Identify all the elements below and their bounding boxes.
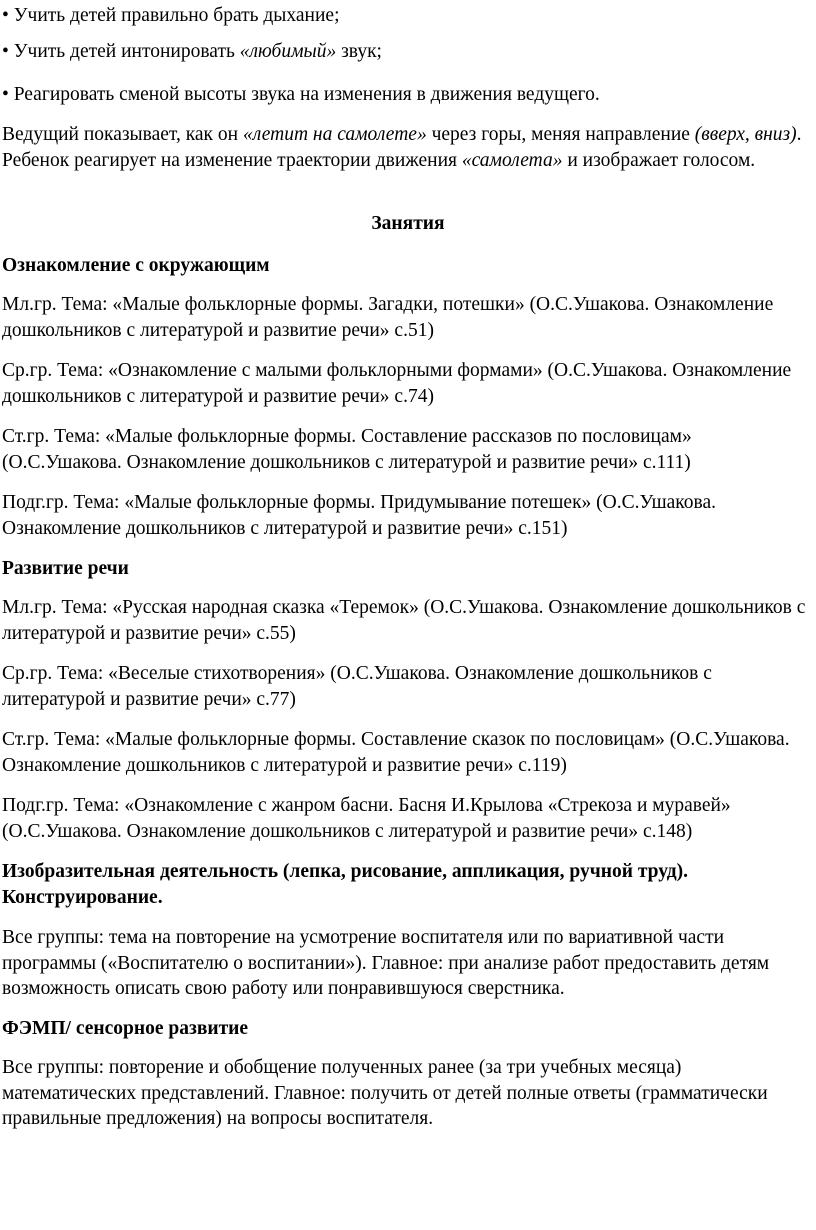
intro-text-2: через горы, меняя направление <box>426 124 695 145</box>
section-heading-environment: Ознакомление с окружающим <box>2 255 270 276</box>
bullet-breathing: • Учить детей правильно брать дыхание; <box>2 5 340 26</box>
list-item: Мл.гр. Тема: «Русская народная сказка «Теремок» (О.С.Ушакова. Ознакомление дошкольников с литературой и развитие речи» с.55) <box>2 597 806 644</box>
intro-text-4: и изображает голосом. <box>562 149 756 171</box>
section-text-math: Все группы: повторение и обобщение полученных ранее (за три учебных месяца) математических представлений. Главное: получить от детей полные ответы (грамматически правильные предложения) на вопросы воспитателя. <box>2 1057 768 1129</box>
bullet-intonation-end: звук; <box>336 41 382 62</box>
list-item: Ср.гр. Тема: «Ознакомление с малыми фольклорными формами» (О.С.Ушакова. Ознакомление дошкольников с литературой и развитие речи» с.74) <box>2 360 792 407</box>
section-heading-math: ФЭМП/ сенсорное развитие <box>2 1018 249 1039</box>
intro-emphasis-3: «самолета» <box>461 149 563 171</box>
bullet-intonation <box>2 39 814 65</box>
intro-emphasis-2: (вверх, вниз) <box>694 124 797 145</box>
bullet-intonation-start: • Учить детей интонировать <box>2 41 240 62</box>
list-item: Подг.гр. Тема: «Малые фольклорные формы. Придумывание потешек» (О.С.Ушакова. Ознакомление дошкольников с литературой и развитие речи» с.151) <box>2 492 716 539</box>
list-item: Мл.гр. Тема: «Малые фольклорные формы. Загадки, потешки» (О.С.Ушакова. Ознакомление дошкольников с литературой и развитие речи» с.51) <box>2 294 774 341</box>
page-title: Занятия <box>371 213 445 234</box>
intro-emphasis-1: «летит на самолете» <box>242 124 427 145</box>
list-item: Подг.гр. Тема: «Ознакомление с жанром басни. Басня И.Крылова «Стрекоза и муравей» (О.С.Ушакова. Ознакомление дошкольников с литературой и развитие речи» с.148) <box>2 795 731 842</box>
intro-text-1: Ведущий показывает, как он <box>2 124 243 145</box>
bullet-intonation-emphasis: «любимый» <box>239 41 337 62</box>
section-heading-art: Изобразительная деятельность (лепка, рисование, аппликация, ручной труд). Конструирование. <box>2 861 689 908</box>
bullet-pitch: • Реагировать сменой высоты звука на изменения в движения ведущего. <box>2 84 600 105</box>
list-item: Ср.гр. Тема: «Веселые стихотворения» (О.С.Ушакова. Ознакомление дошкольников с литературой и развитие речи» с.77) <box>2 663 712 710</box>
intro-text-3: . Ребенок реагирует на изменение траектории движения <box>2 124 802 171</box>
section-heading-speech: Развитие речи <box>2 558 129 579</box>
intro-paragraph <box>2 122 814 173</box>
list-item: Ст.гр. Тема: «Малые фольклорные формы. Составление сказок по пословицам» (О.С.Ушакова. Ознакомление дошкольников с литературой и развитие речи» с.119) <box>2 729 790 776</box>
section-text-art: Все группы: тема на повторение на усмотрение воспитателя или по вариативной части программы («Воспитателю о воспитании»). Главное: при анализе работ предоставить детям возможность описать свою работу или понравившуюся сверстника. <box>2 927 770 999</box>
list-item: Ст.гр. Тема: «Малые фольклорные формы. Составление рассказов по пословицам» (О.С.Ушакова. Ознакомление дошкольников с литературой и развитие речи» с.111) <box>2 426 692 473</box>
